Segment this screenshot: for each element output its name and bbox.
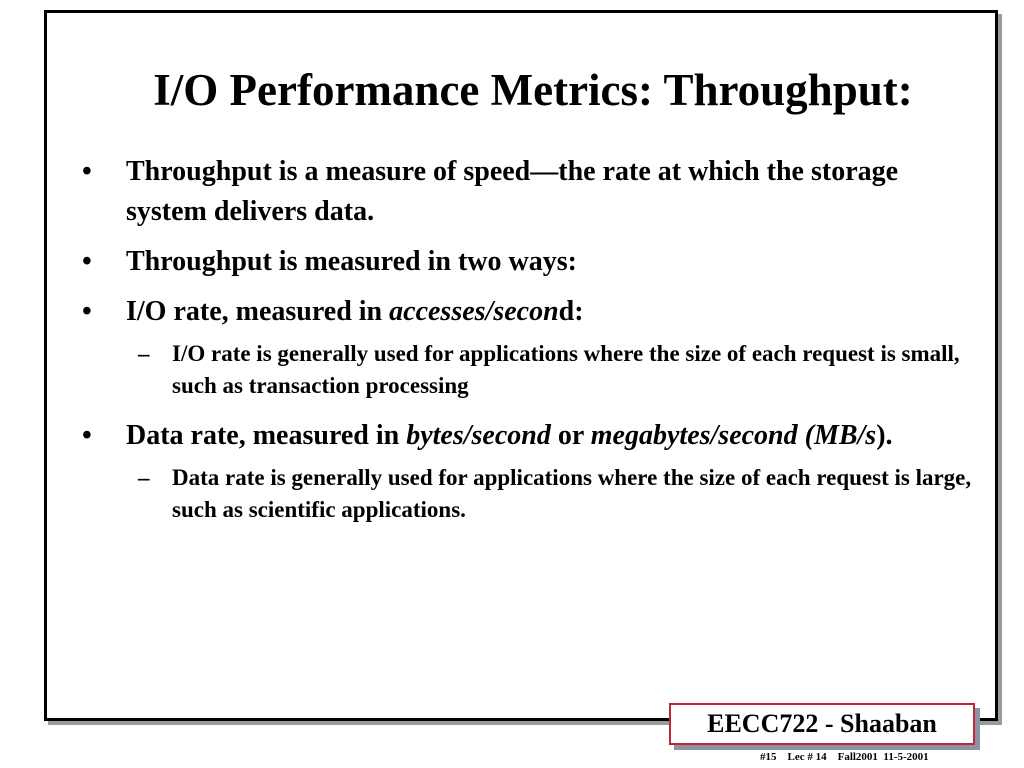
bullet-text: Throughput is a measure of speed—the rate at which the storage system delivers data. — [126, 156, 899, 227]
bullet-text-italic: bytes/second — [406, 420, 551, 451]
bullet-text-lead: I/O rate, measured in — [126, 296, 390, 327]
course-brand-box — [669, 703, 975, 745]
bullet-mark: • — [82, 246, 92, 277]
bullet-item — [82, 292, 972, 332]
bullet-text-trail: ). — [876, 420, 893, 451]
bullet-item — [82, 416, 972, 456]
slide-footer: #15 Lec # 14 Fall2001 11-5-2001 — [760, 751, 929, 763]
sub-bullet-text: Data rate is generally used for applications where the size of each request is large, such as scientific applications. — [172, 465, 972, 522]
sub-bullet-mark: – — [138, 465, 150, 490]
bullet-text-mid: or — [550, 420, 591, 451]
bullet-text-trail: d: — [558, 296, 584, 327]
sub-bullet-text: I/O rate is generally used for applications where the size of each request is small, such as transaction processing — [172, 341, 960, 398]
bullet-item — [82, 152, 972, 232]
sub-bullet-item — [126, 338, 972, 402]
bullet-text: Throughput is measured in two ways: — [126, 246, 577, 277]
bullet-mark: • — [82, 156, 92, 187]
sub-bullet-mark: – — [138, 341, 150, 366]
bullet-text-italic: accesses/secon — [389, 296, 559, 327]
bullet-text-lead: Data rate, measured in — [126, 420, 407, 451]
course-brand-label: EECC722 - Shaaban — [707, 709, 937, 738]
sub-bullet-item — [126, 462, 972, 526]
bullet-mark: • — [82, 296, 92, 327]
slide-title: I/O Performance Metrics: Throughput: — [153, 65, 913, 115]
bullet-mark: • — [82, 420, 92, 451]
bullet-list — [82, 152, 972, 540]
bullet-text-italic: megabytes/second (MB/s — [590, 420, 877, 451]
bullet-item — [82, 242, 972, 282]
